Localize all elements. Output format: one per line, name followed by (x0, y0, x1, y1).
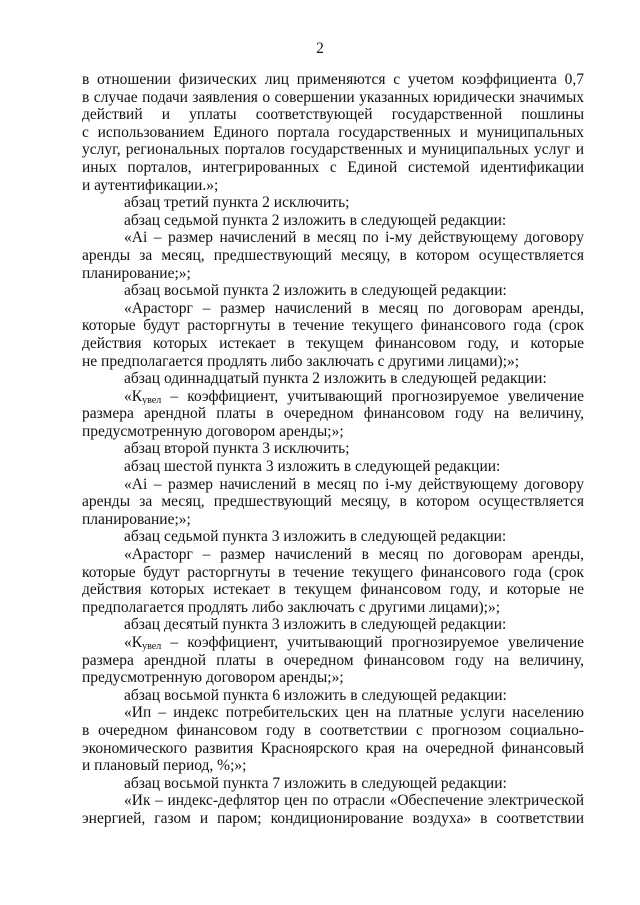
text-line (82, 335, 584, 353)
text-line (82, 229, 584, 247)
text-line (82, 458, 584, 476)
text-line-content: и плановый период, %;»; (82, 757, 247, 775)
text-line-content: действия которых истекает в текущем финансовом году, и которые (82, 334, 584, 352)
text-line (82, 300, 584, 318)
text-line-content: «Арасторг – размер начислений в месяц по договорам аренды, (124, 299, 584, 317)
text-line-continuation: – коэффициент, учитывающий прогнозируемое увеличение (161, 634, 584, 651)
text-line (82, 511, 584, 529)
text-line (82, 546, 584, 564)
text-line-content: которые будут расторгнуты в течение текущего финансового года (срок (82, 563, 584, 581)
text-line-content: и аутентификации.»; (82, 176, 219, 194)
text-line-content: экономического развития Красноярского края на очередной финансовый (82, 739, 584, 757)
text-line-content: аренды за месяц, предшествующий месяцу, в котором осуществляется (82, 493, 584, 511)
text-line-content: абзац восьмой пункта 6 изложить в следующей редакции: (124, 686, 507, 704)
text-line (82, 792, 584, 810)
text-line-content: действий и уплаты соответствующей государственной пошлины (82, 106, 584, 124)
text-line (82, 212, 584, 230)
text-line (82, 476, 584, 494)
text-line-content: «К (124, 387, 143, 405)
text-line-content: размера арендной платы в очередном финансовом году на величину, (82, 651, 584, 669)
text-line (82, 370, 584, 388)
text-line (82, 388, 584, 406)
text-line (82, 194, 584, 212)
text-line-content: абзац седьмой пункта 3 изложить в следующей редакции: (124, 528, 507, 546)
text-line (82, 704, 584, 722)
text-line-content: «Арасторг – размер начислений в месяц по договорам аренды, (124, 546, 584, 564)
text-line (82, 564, 584, 582)
text-line (82, 71, 584, 89)
text-line (82, 423, 584, 441)
text-line-content: которые будут расторгнуты в течение текущего финансового года (срок (82, 317, 584, 335)
text-line-content: предполагается продлять либо заключать с другими лицами);»; (82, 598, 501, 616)
text-line (82, 106, 584, 124)
text-line (82, 722, 584, 740)
text-line-content: планирование;»; (82, 264, 191, 282)
text-line-content: абзац восьмой пункта 2 изложить в следующей редакции: (124, 282, 507, 300)
text-line (82, 810, 584, 828)
text-line-content: абзац одиннадцатый пункта 2 изложить в следующей редакции: (124, 370, 547, 388)
text-line-content: «Аi – размер начислений в месяц по i-му действующему договору (124, 475, 584, 493)
text-line-content: «К (124, 634, 143, 651)
text-line (82, 669, 584, 687)
text-line (82, 528, 584, 546)
text-line-content: абзац восьмой пункта 7 изложить в следующей редакции: (124, 774, 507, 792)
text-line (82, 317, 584, 335)
text-line-content: предусмотренную договором аренды;»; (82, 669, 344, 687)
text-line-content: планирование;»; (82, 510, 191, 528)
text-line (82, 247, 584, 265)
text-line (82, 124, 584, 142)
text-line-content: абзац третий пункта 2 исключить; (124, 194, 350, 212)
text-line (82, 89, 584, 107)
text-line (82, 440, 584, 458)
text-line (82, 740, 584, 758)
text-line-content: аренды за месяц, предшествующий месяцу, в котором осуществляется (82, 246, 584, 264)
text-line-content: «Ик – индекс-дефлятор цен по отрасли «Обеспечение электрической (124, 792, 584, 810)
text-line (82, 159, 584, 177)
page-number: 2 (316, 40, 324, 57)
text-line (82, 581, 584, 599)
text-line (82, 493, 584, 511)
document-body (82, 71, 584, 828)
subscript: увел (142, 641, 162, 652)
text-line-content: абзац десятый пункта 3 изложить в следующей редакции: (124, 616, 507, 634)
text-line-content: в случае подачи заявления о совершении указанных юридически значимых (82, 88, 584, 106)
text-line-content: в отношении физических лиц применяются с учетом коэффициента 0,7 (82, 71, 584, 88)
text-line (82, 282, 584, 300)
text-line-content: абзац второй пункта 3 исключить; (124, 440, 350, 458)
text-line (82, 687, 584, 705)
text-line (82, 353, 584, 371)
text-line-content: иных порталов, интегрированных с Единой системой идентификации (82, 158, 584, 176)
text-line-content: в очередном финансовом году в соответствии с прогнозом социально- (82, 721, 584, 739)
subscript: увел (142, 394, 162, 406)
text-line-content: предусмотренную договором аренды;»; (82, 422, 344, 440)
text-line (82, 775, 584, 793)
text-line (82, 177, 584, 195)
text-line-content: действия которых истекает в текущем финансовом году, и которые не (82, 581, 584, 599)
text-line-continuation: – коэффициент, учитывающий прогнозируемое увеличение (161, 387, 584, 405)
text-line-content: размера арендной платы в очередном финансовом году на величину, (82, 405, 584, 423)
text-line (82, 141, 584, 159)
text-line (82, 616, 584, 634)
text-line (82, 405, 584, 423)
text-line-content: абзац шестой пункта 3 изложить в следующей редакции: (124, 458, 501, 476)
text-line (82, 265, 584, 283)
text-line (82, 652, 584, 670)
text-line-content: услуг, региональных порталов государственных и муниципальных услуг и (82, 141, 584, 159)
text-line-content: «Ип – индекс потребительских цен на платные услуги населению (124, 704, 584, 722)
text-line (82, 599, 584, 617)
text-line-content: абзац седьмой пункта 2 изложить в следующей редакции: (124, 211, 507, 229)
text-line-content: с использованием Единого портала государственных и муниципальных (82, 123, 584, 141)
text-line (82, 634, 584, 652)
text-line-content: «Аi – размер начислений в месяц по i-му действующему договору (124, 229, 584, 247)
text-line-content: не предполагается продлять либо заключать с другими лицами);»; (82, 352, 520, 370)
text-line-content: энергией, газом и паром; кондиционирование воздуха» в соответствии (82, 809, 584, 827)
text-line (82, 757, 584, 775)
